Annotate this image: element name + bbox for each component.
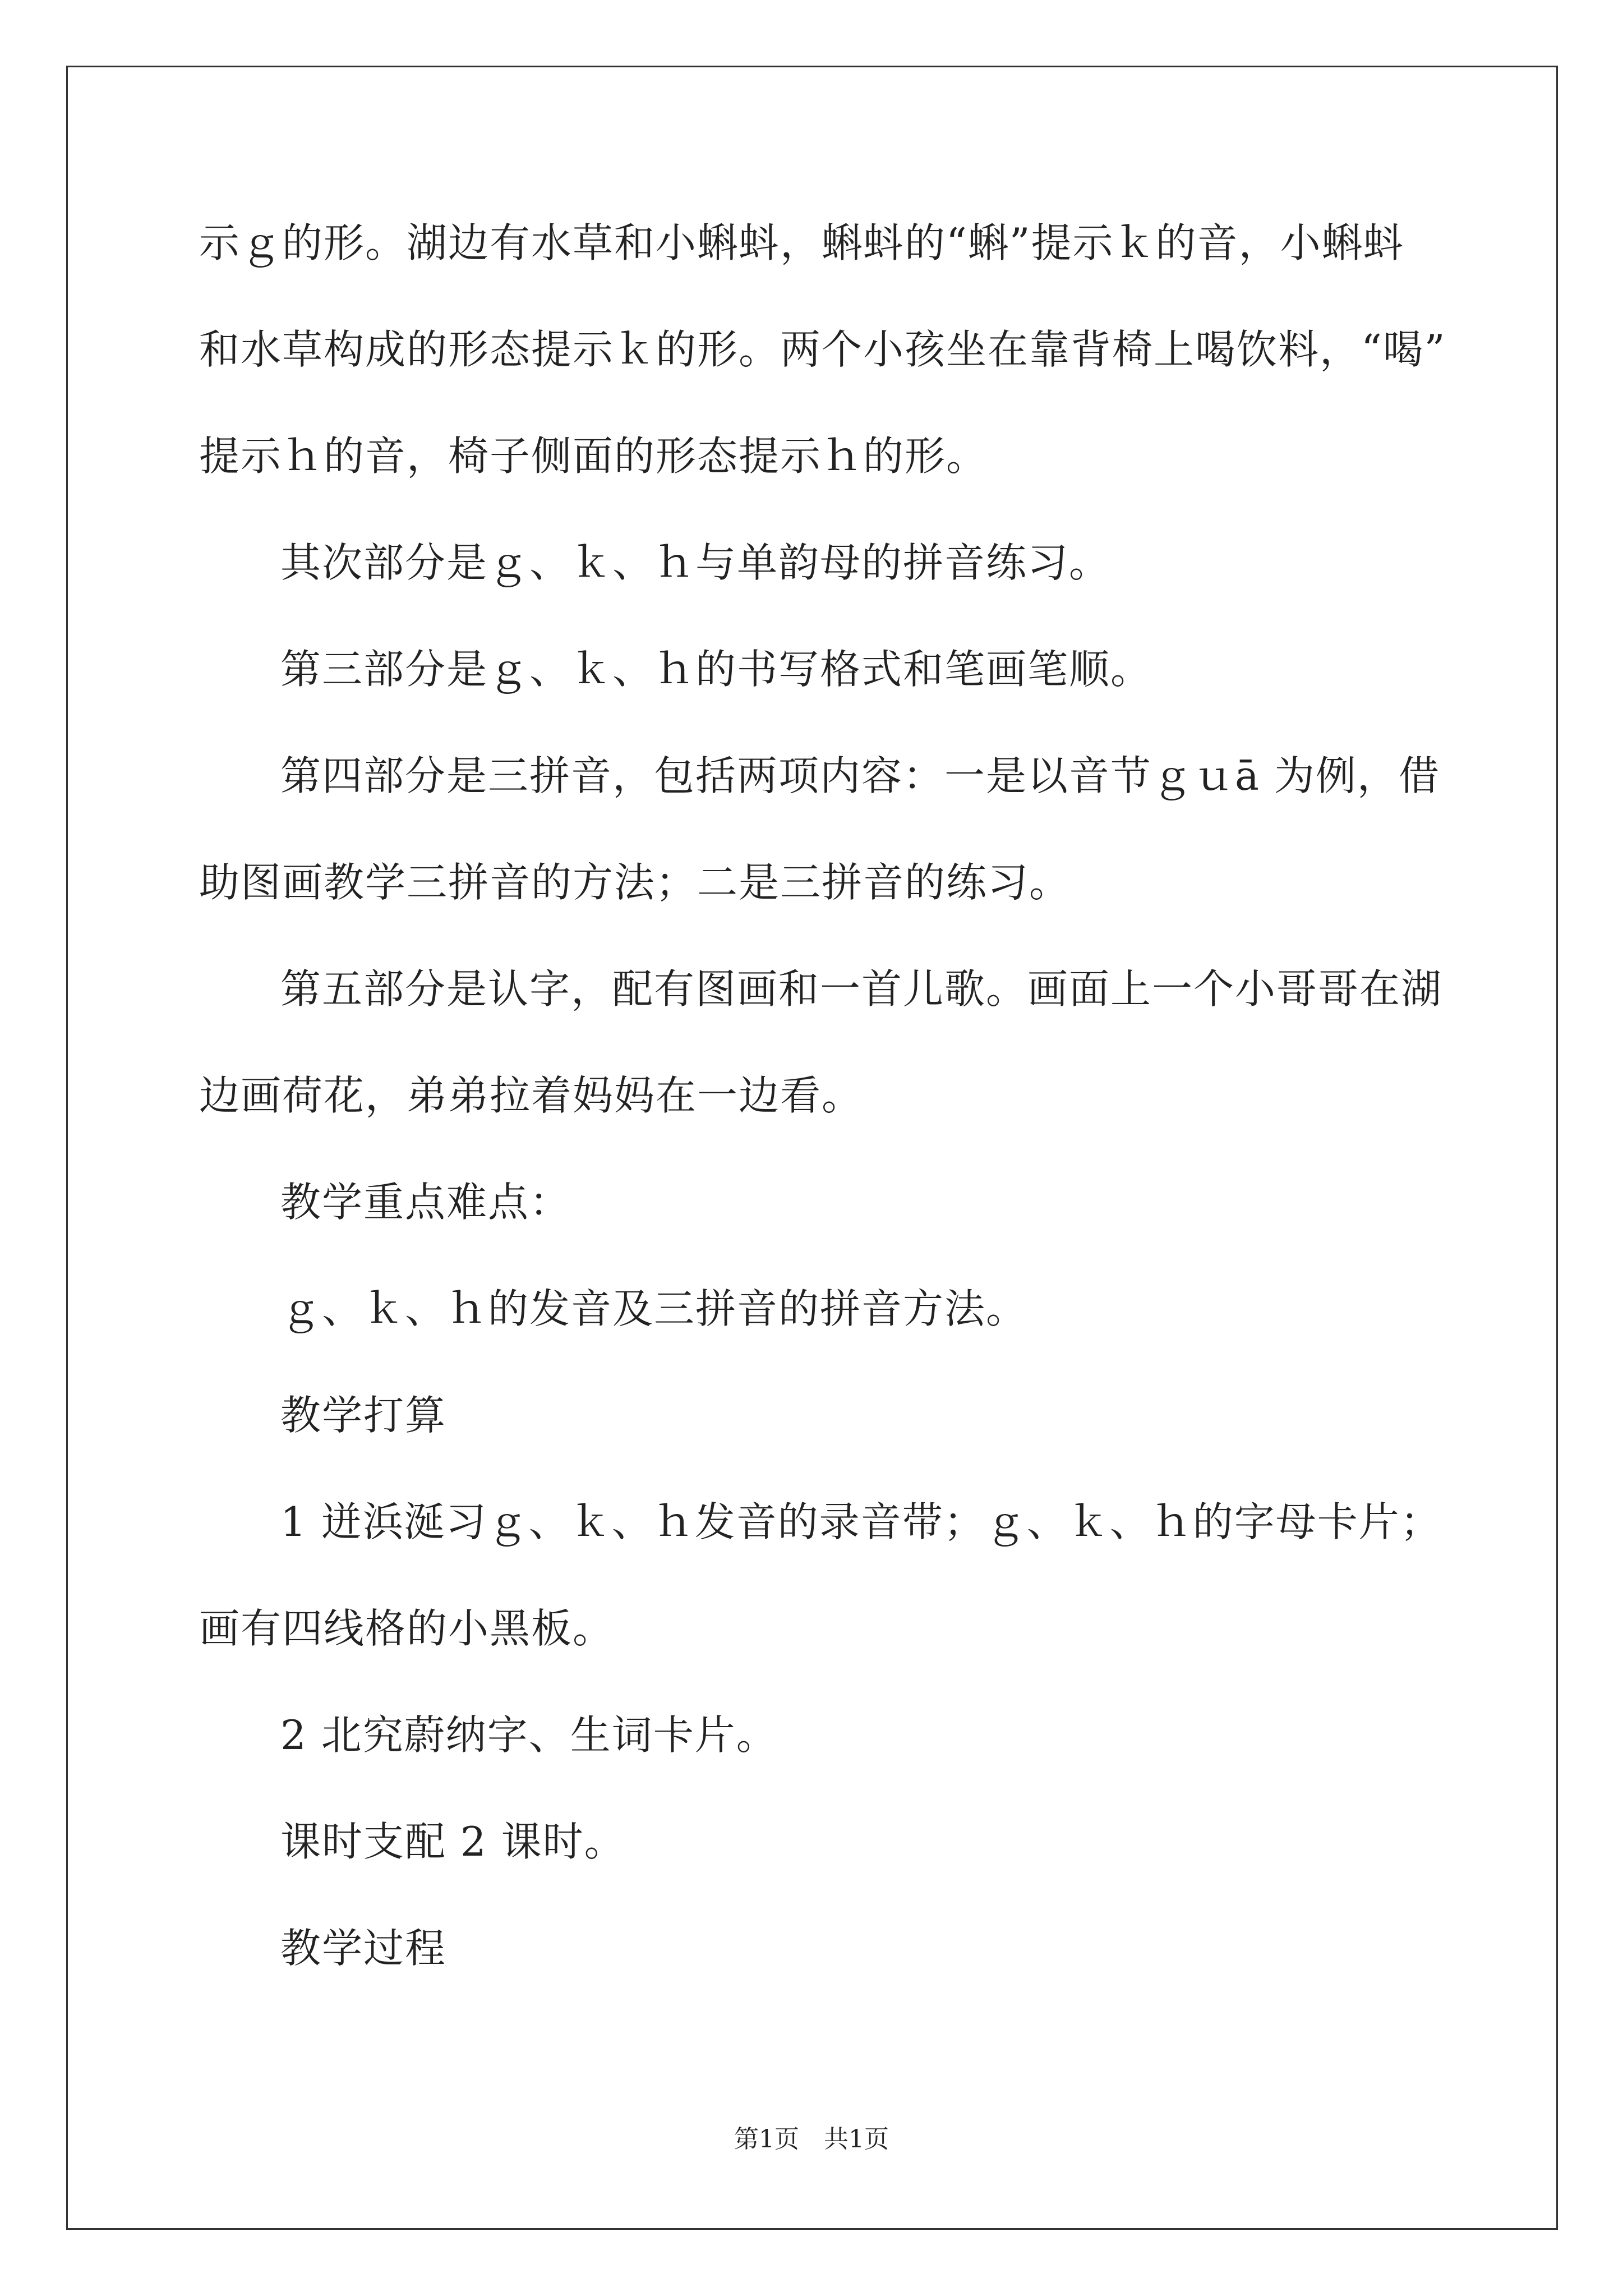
- text-line: 和水草构成的形态提示ｋ的形。两个小孩坐在靠背椅上喝饮料，“喝”: [199, 326, 1446, 373]
- text-line: 助图画教学三拼音的方法；二是三拼音的练习。: [199, 859, 1071, 906]
- page-number: 第1页 共1页: [734, 2125, 889, 2154]
- paragraph-line: 1 迸浜涎习ｇ、ｋ、ｈ发音的录音带；ｇ、ｋ、ｈ的字母卡片；: [280, 1498, 1442, 1545]
- page-border: [66, 66, 1558, 2230]
- paragraph-line: ｇ、ｋ、ｈ的发音及三拼音的拼音方法。: [280, 1285, 1028, 1332]
- text-line: 边画荷花，弟弟拉着妈妈在一边看。: [199, 1072, 864, 1119]
- paragraph-line: 其次部分是ｇ、ｋ、ｈ与单韵母的拼音练习。: [280, 539, 1111, 586]
- text-line: 提示ｈ的音，椅子侧面的形态提示ｈ的形。: [199, 432, 988, 480]
- paragraph-line: 第三部分是ｇ、ｋ、ｈ的书写格式和笔画笔顺。: [280, 646, 1152, 693]
- paragraph-line: 课时支配 2 课时。: [280, 1818, 626, 1865]
- paragraph-line: 第四部分是三拼音，包括两项内容：一是以音节ｇｕā 为例，借: [280, 752, 1440, 799]
- text-line: 画有四线格的小黑板。: [199, 1605, 615, 1652]
- section-heading: 教学打算: [280, 1392, 447, 1439]
- paragraph-line: 第五部分是认字，配有图画和一首儿歌。画面上一个小哥哥在湖: [280, 965, 1443, 1013]
- text-line: 示ｇ的形。湖边有水草和小蝌蚪，蝌蚪的“蝌”提示ｋ的音，小蝌蚪: [199, 219, 1405, 266]
- section-heading: 教学过程: [280, 1925, 447, 1972]
- section-heading: 教学重点难点：: [280, 1179, 571, 1226]
- paragraph-line: 2 北究蔚纳字、生词卡片。: [280, 1711, 778, 1759]
